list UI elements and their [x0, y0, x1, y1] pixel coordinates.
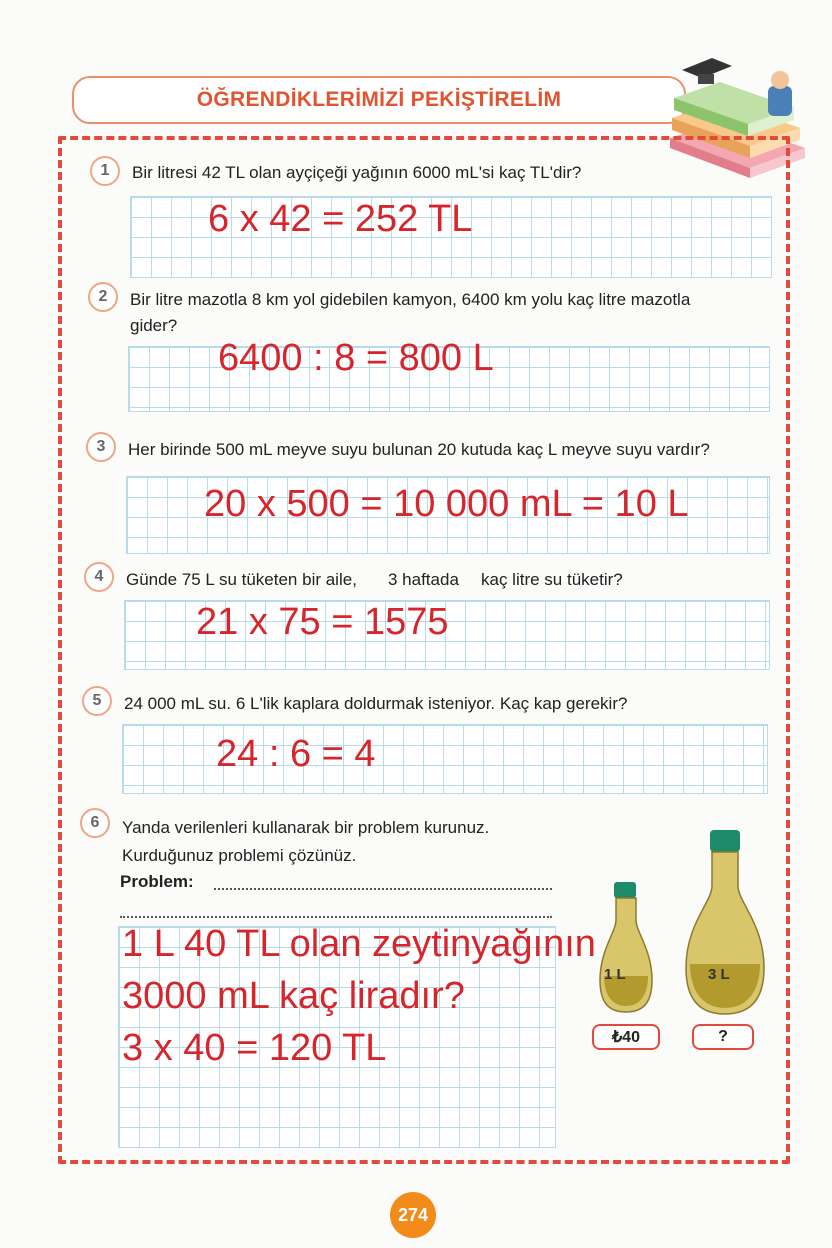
question-2-text-cont: gider?: [130, 316, 178, 335]
question-number-5: 5: [82, 686, 112, 716]
answer-2: 6400 : 8 = 800 L: [218, 337, 494, 379]
question-4-text-b: kaç litre su tüketir?: [481, 570, 623, 589]
answer-5: 24 : 6 = 4: [216, 733, 376, 775]
question-5-text: 24 000 mL su. 6 L'lik kaplara doldurmak isteniyor. Kaç kap gerekir?: [124, 694, 628, 713]
question-number-3: 3: [86, 432, 116, 462]
answer-1: 6 x 42 = 252 TL: [208, 198, 473, 240]
question-4-text-a: Günde 75 L su tüketen bir aile,: [126, 570, 357, 589]
question-3-text: Her birinde 500 mL meyve suyu bulunan 20 kutuda kaç L meyve suyu vardır?: [128, 440, 710, 459]
answer-3: 20 x 500 = 10 000 mL = 10 L: [204, 483, 689, 525]
question-4-handwritten: 3 haftada: [388, 570, 459, 589]
problem-dotted-line: [214, 888, 552, 890]
bottle-3l-label: 3 L: [708, 966, 730, 983]
price-tag-3l: ?: [692, 1024, 754, 1050]
bottle-1l-label: 1 L: [604, 966, 626, 983]
page-number-badge: 274: [390, 1192, 436, 1238]
bottle-3l-icon: [680, 828, 770, 1020]
problem-label: Problem:: [120, 872, 194, 891]
bottle-1l-icon: [594, 880, 658, 1020]
question-number-4: 4: [84, 562, 114, 592]
question-2-text: Bir litre mazotla 8 km yol gidebilen kamyon, 6400 km yolu kaç litre mazotla: [130, 290, 691, 309]
question-1-text: Bir litresi 42 TL olan ayçiçeği yağının 6000 mL'si kaç TL'dir?: [132, 163, 582, 182]
question-number-6: 6: [80, 808, 110, 838]
answer-4: 21 x 75 = 1575: [196, 601, 449, 643]
section-title: ÖĞRENDİKLERİMİZİ PEKİŞTİRELİM: [196, 88, 562, 111]
question-number-2: 2: [88, 282, 118, 312]
problem-dotted-line-2: [120, 916, 552, 918]
question-6-text: Yanda verilenleri kullanarak bir problem kurunuz.: [122, 818, 490, 837]
price-tag-1l: ₺40: [592, 1024, 660, 1050]
section-header: [72, 76, 686, 124]
answer-6-line-2: 3000 mL kaç liradır?: [122, 975, 465, 1017]
question-number-1: 1: [90, 156, 120, 186]
question-6-text-cont: Kurduğunuz problemi çözünüz.: [122, 846, 357, 865]
answer-6-line-1: 1 L 40 TL olan zeytinyağının: [122, 923, 596, 965]
answer-6-line-3: 3 x 40 = 120 TL: [122, 1027, 387, 1069]
